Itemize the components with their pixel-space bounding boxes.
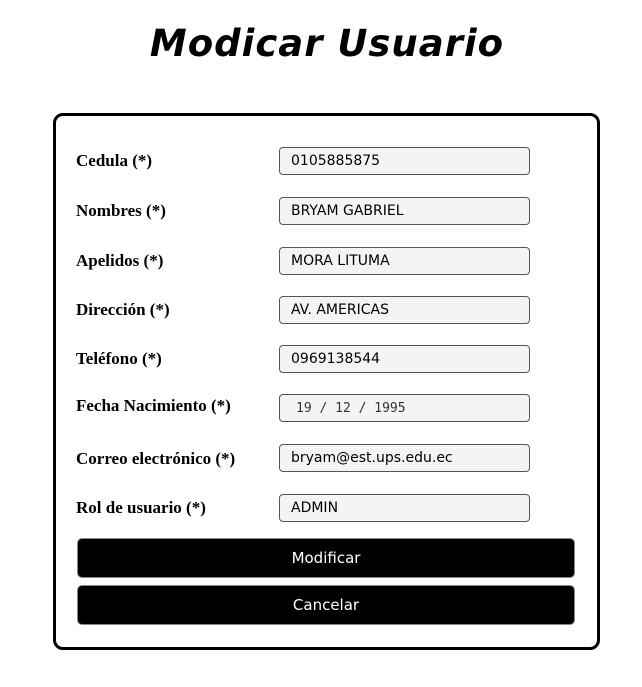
correo-label: Correo electrónico (*): [76, 449, 236, 468]
apellidos-label: Apelidos (*): [76, 251, 164, 270]
cedula-label: Cedula (*): [76, 151, 153, 170]
rol-input[interactable]: [279, 494, 530, 522]
correo-input[interactable]: [279, 444, 530, 472]
nombres-label: Nombres (*): [76, 201, 166, 220]
rol-label: Rol de usuario (*): [76, 498, 206, 517]
cedula-input[interactable]: [279, 147, 530, 175]
modify-button[interactable]: Modificar: [77, 538, 575, 578]
page-title: Modicar Usuario: [149, 22, 505, 65]
fecha-nacimiento-input[interactable]: [279, 394, 530, 422]
fecha-nacimiento-label: Fecha Nacimiento (*): [76, 396, 231, 415]
telefono-label: Teléfono (*): [76, 349, 162, 368]
apellidos-input[interactable]: [279, 247, 530, 275]
cancel-button[interactable]: Cancelar: [77, 585, 575, 625]
telefono-input[interactable]: [279, 345, 530, 373]
direccion-input[interactable]: [279, 296, 530, 324]
direccion-label: Dirección (*): [76, 300, 170, 319]
nombres-input[interactable]: [279, 197, 530, 225]
